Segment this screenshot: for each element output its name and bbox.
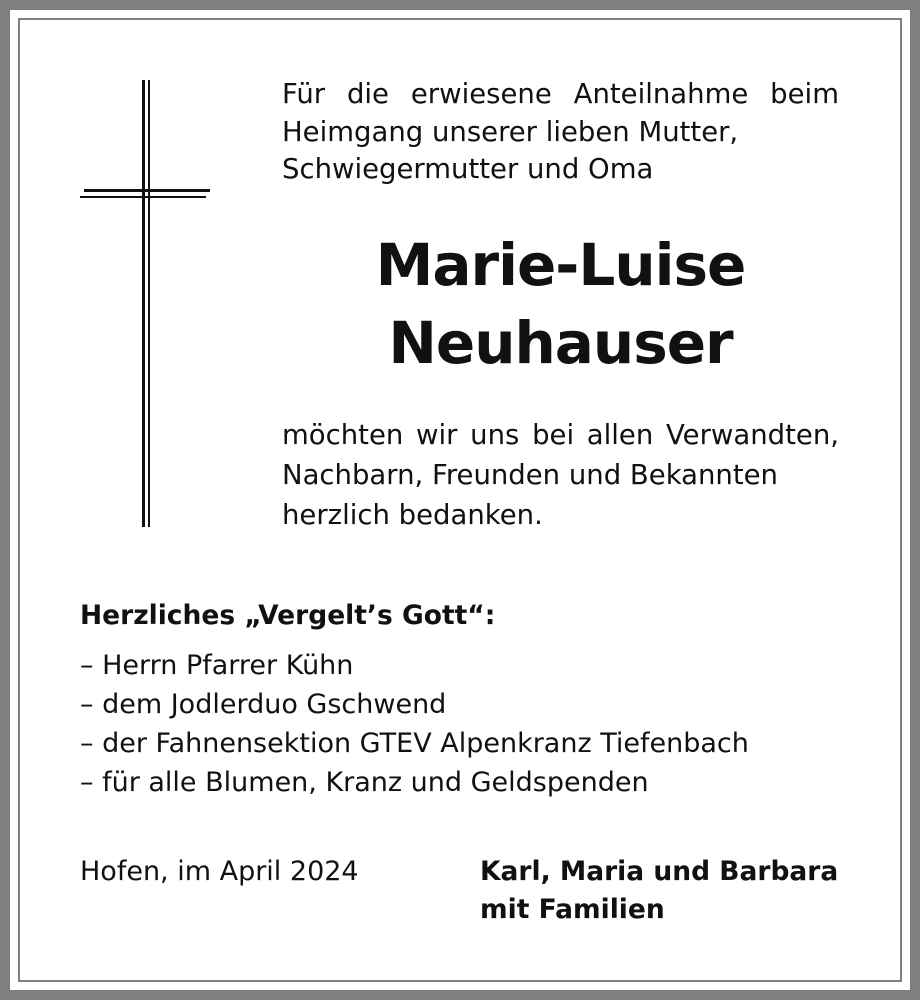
intro-line: Schwiegermutter und Oma: [282, 153, 654, 185]
thanks-text: [282, 415, 839, 535]
deceased-first-name: Marie-Luise: [375, 231, 746, 299]
list-item: – der Fahnensektion GTEV Alpenkranz Tiefenbach: [80, 728, 749, 759]
special-thanks-heading: Herzliches „Vergelt’s Gott“:: [80, 600, 496, 631]
signature-line: Karl, Maria und Barbara: [480, 856, 839, 887]
deceased-name: [282, 226, 839, 382]
special-thanks-list: [80, 646, 749, 802]
signature-line: mit Familien: [480, 894, 665, 925]
cross-vertical-beam-shadow: [148, 80, 150, 527]
list-item: – Herrn Pfarrer Kühn: [80, 650, 354, 681]
list-item: – für alle Blumen, Kranz und Geldspenden: [80, 767, 649, 798]
intro-text: [282, 76, 839, 189]
signature: [480, 853, 838, 929]
thanks-line: möchten wir uns bei allen Verwandten,: [282, 419, 839, 451]
intro-line: Heimgang unserer lieben Mutter,: [282, 115, 739, 148]
deceased-last-name: Neuhauser: [388, 309, 733, 377]
list-item: – dem Jodlerduo Gschwend: [80, 689, 447, 720]
intro-line: Für die erwiesene Anteilnahme beim: [282, 78, 839, 110]
cross-vertical-beam: [142, 80, 145, 527]
thanks-line: herzlich bedanken.: [282, 499, 543, 531]
cross-horizontal-beam: [84, 189, 210, 192]
thanks-line: Nachbarn, Freunden und Bekannten: [282, 459, 778, 491]
place-date: Hofen, im April 2024: [80, 856, 359, 887]
cross-horizontal-beam-shadow: [80, 196, 206, 198]
